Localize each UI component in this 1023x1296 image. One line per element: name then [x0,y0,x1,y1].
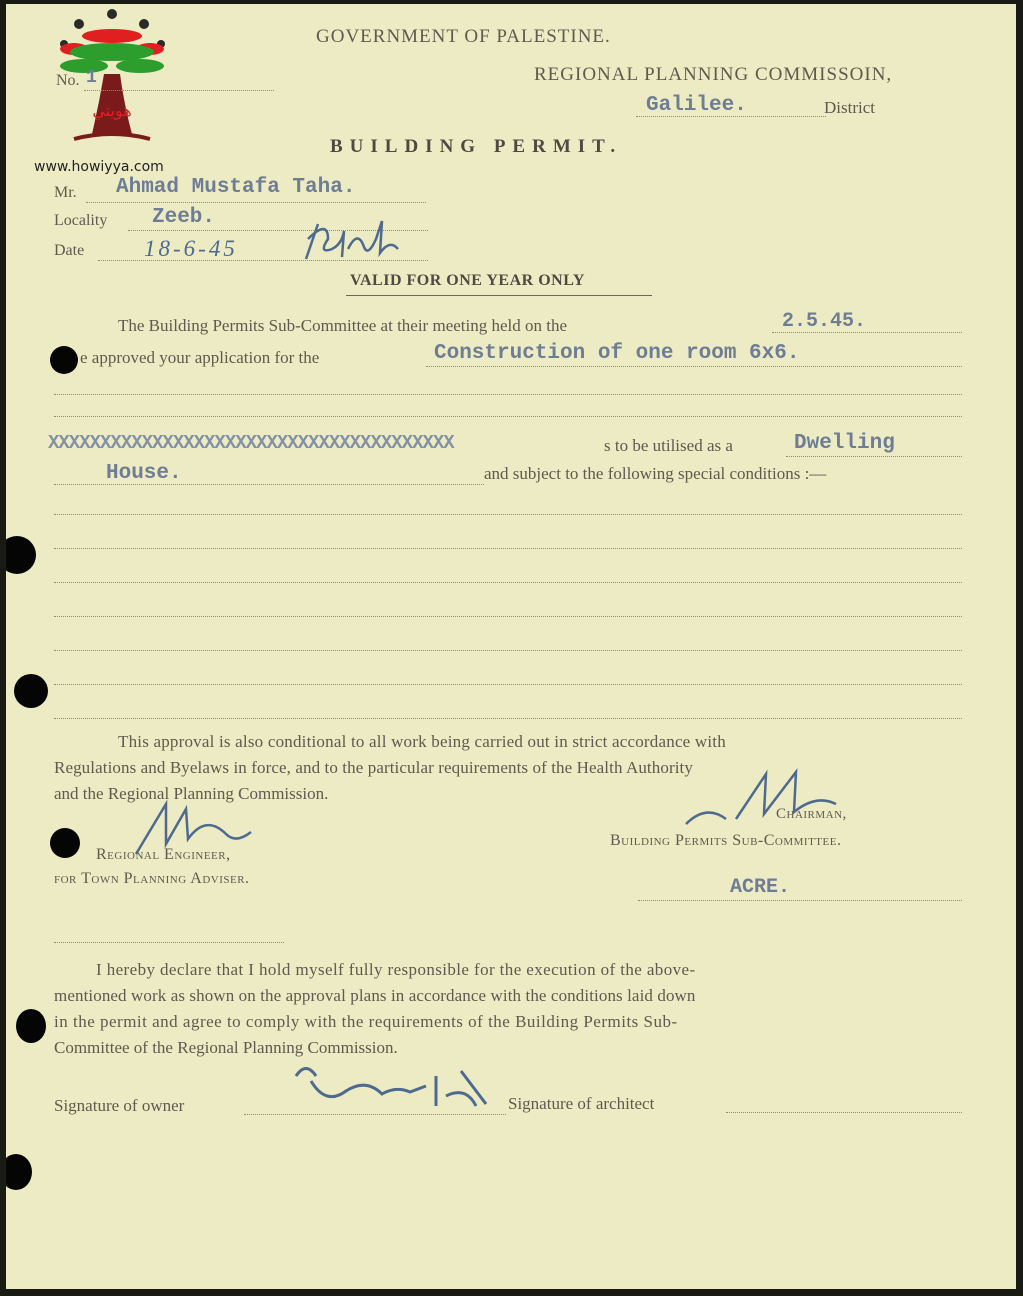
valid-underline [346,295,652,296]
no-dots [84,90,274,91]
conditions-text: and subject to the following special conditions :— [484,464,827,483]
mr-label: Mr. [54,184,77,201]
architect-signature-label: Signature of architect [508,1094,655,1113]
commission-heading: REGIONAL PLANNING COMMISSOIN, [534,64,893,85]
architect-signature-dots [726,1112,962,1113]
approval-line-1: This approval is also conditional to all work being carried out in strict accordance with [118,732,726,751]
permit-number: 1 [86,68,97,88]
body-line-2: e approved your application for the [80,348,320,367]
chairman-title: Chairman, [776,806,847,822]
use-dots-2 [54,484,484,485]
district-dots [636,116,826,117]
government-heading: GOVERNMENT OF PALESTINE. [316,26,611,47]
punch-hole [6,536,36,574]
committee-title: Building Permits Sub-Committee. [610,832,842,849]
district-value: Galilee. [646,94,747,117]
owner-signature [286,1056,506,1120]
condition-line [54,684,962,685]
declaration-line-2: mentioned work as shown on the approval plans in accordance with the conditions laid down [54,986,696,1005]
body-line-1: The Building Permits Sub-Committee at their meeting held on the [118,316,568,335]
utilised-text: s to be utilised as a [604,436,733,455]
no-label: No. [56,72,80,89]
approval-line-3: and the Regional Planning Commission. [54,784,329,803]
meeting-dots [772,332,962,333]
place-dots [638,900,962,901]
approval-line-2: Regulations and Byelaws in force, and to the particular requirements of the Health Authority [54,758,693,777]
meeting-date: 2.5.45. [782,310,867,333]
construction-dots [426,366,962,367]
blank-line [54,416,962,417]
date-label: Date [54,242,85,259]
permit-title: BUILDING PERMIT. [330,136,623,157]
place-value: ACRE. [730,876,791,899]
condition-line [54,514,962,515]
declaration-line-4: Committee of the Regional Planning Commission. [54,1038,398,1057]
condition-line [54,616,962,617]
owner-signature-label: Signature of owner [54,1096,185,1115]
valid-notice: VALID FOR ONE YEAR ONLY [350,272,585,289]
locality-value: Zeeb. [152,206,216,229]
punch-hole [50,828,80,858]
use-value-2: House. [106,462,182,485]
declaration-line-3: in the permit and agree to comply with the requirements of the Building Permits Sub- [54,1012,678,1031]
condition-line [54,548,962,549]
permit-page [6,4,1016,1289]
district-label: District [824,98,875,117]
condition-line [54,718,962,719]
date-value: 18-6-45 [144,236,238,261]
adviser-title: for Town Planning Adviser. [54,870,250,887]
condition-line [54,582,962,583]
chairman-signature [676,764,856,834]
declaration-line-1: I hereby declare that I hold myself fully responsible for the execution of the above- [96,960,696,979]
punch-hole [50,346,78,374]
use-value-1: Dwelling [794,432,895,455]
name-dots [86,202,426,203]
engineer-title: Regional Engineer, [96,846,231,863]
use-dots-1 [786,456,962,457]
date-signature [298,209,418,269]
condition-line [54,650,962,651]
logo-site-url: www.howiyya.com [34,159,164,175]
construction-value: Construction of one room 6x6. [434,342,800,365]
punch-hole [6,1154,32,1190]
punch-hole [14,674,48,708]
punch-hole [16,1009,46,1043]
struck-text: XXXXXXXXXXXXXXXXXXXXXXXXXXXXXXXXXXXXXXX [48,432,454,454]
logo-arabic: هويتي [92,101,132,120]
applicant-name: Ahmad Mustafa Taha. [116,176,356,199]
blank-line [54,394,962,395]
locality-label: Locality [54,212,108,229]
separator-line [54,942,284,943]
